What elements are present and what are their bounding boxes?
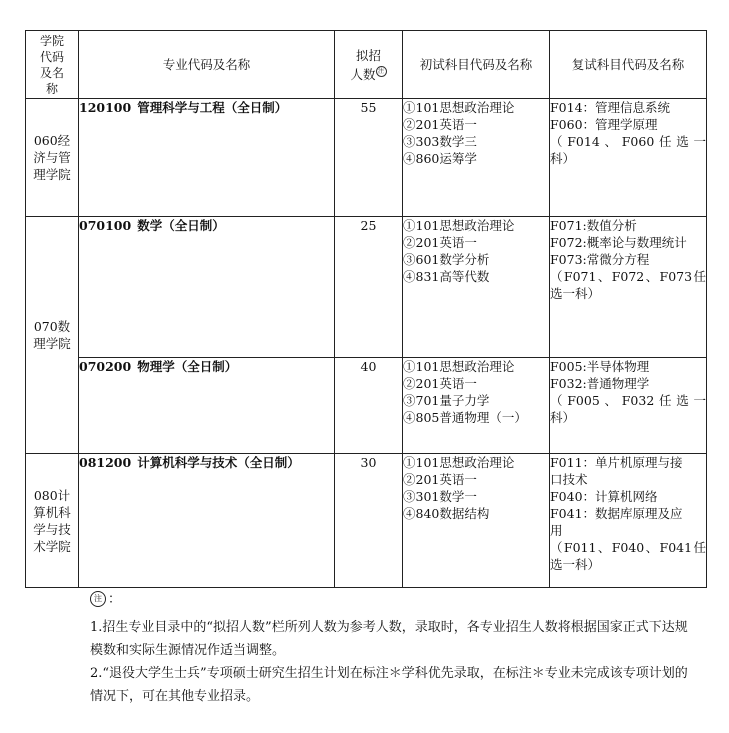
header-college [26, 31, 79, 99]
header-major: 专业代码及名称 [79, 31, 335, 99]
major-code: 120100 [79, 100, 132, 115]
circled-note-icon: 注 [90, 591, 106, 607]
quota-cell: 30 [335, 454, 403, 588]
major-name: 计算机科学与技术（全日制） [137, 455, 300, 470]
retest-cell: F011：单片机原理与接 口技术 F040：计算机网络 F041：数据库原理及应 用 （F011、F040、F041任 选一科） [550, 454, 707, 588]
major-cell [79, 99, 335, 217]
major-code: 070200 [79, 359, 132, 374]
header-college-line: 及名 [39, 65, 64, 80]
table-header-row [26, 31, 707, 99]
major-cell [79, 454, 335, 588]
note-item: 1.招生专业目录中的“拟招人数”栏所列人数为参考人数，录取时，各专业招生人数将根据国家正式下达规模数和实际生源情况作适当调整。 [90, 620, 688, 658]
major-name: 管理科学与工程（全日制） [137, 100, 288, 115]
table-row [26, 454, 707, 588]
header-college-line: 称 [45, 81, 58, 96]
header-college-line: 代码 [39, 49, 64, 64]
notes-title-colon: ： [108, 591, 122, 607]
note-item: 2.“退役大学生士兵”专项硕士研究生招生计划在标注＊学科优先录取，在标注＊专业未完成该专项计划的情况下，可在其他专业招录。 [90, 666, 688, 704]
header-retest: 复试科目代码及名称 [550, 31, 707, 99]
first-exam-cell: ①101思想政治理论 ②201英语一 ③301数学一 ④840数据结构 [403, 454, 550, 588]
major-code: 070100 [79, 218, 132, 233]
major-name: 数学（全日制） [137, 218, 225, 233]
retest-cell: F005:半导体物理 F032:普通物理学 （F005、F032任选一 科） [550, 358, 707, 454]
quota-cell: 25 [335, 217, 403, 358]
table-row [26, 217, 707, 358]
first-exam-cell: ①101思想政治理论 ②201英语一 ③601数学分析 ④831高等代数 [403, 217, 550, 358]
header-quota [335, 31, 403, 99]
college-cell: 060经济与管理学院 [26, 99, 79, 217]
major-name: 物理学（全日制） [137, 359, 238, 374]
major-cell [79, 358, 335, 454]
major-code: 081200 [79, 455, 132, 470]
header-first-exam: 初试科目代码及名称 [403, 31, 550, 99]
retest-cell: F071:数值分析 F072:概率论与数理统计 F073:常微分方程 （F071、F072、F073任 选一科） [550, 217, 707, 358]
circled-note-icon: 注 [376, 66, 387, 77]
major-cell [79, 217, 335, 358]
table-row [26, 358, 707, 454]
college-cell: 080计算机科学与技术学院 [26, 454, 79, 588]
college-cell: 070数理学院 [26, 217, 79, 454]
notes-section [90, 588, 690, 708]
table-row [26, 99, 707, 217]
first-exam-cell: ①101思想政治理论 ②201英语一 ③701量子力学 ④805普通物理（一） [403, 358, 550, 454]
first-exam-cell: ①101思想政治理论 ②201英语一 ③303数学三 ④860运筹学 [403, 99, 550, 217]
quota-cell: 40 [335, 358, 403, 454]
quota-cell: 55 [335, 99, 403, 217]
retest-cell: F014：管理信息系统 F060：管理学原理 （F014、F060任选一 科） [550, 99, 707, 217]
admissions-catalog-table [25, 30, 707, 588]
header-college-line: 学院 [39, 33, 64, 48]
header-quota-line2: 人数 [350, 66, 376, 82]
notes-title [90, 588, 690, 610]
header-quota-line1: 拟招 [355, 47, 381, 63]
